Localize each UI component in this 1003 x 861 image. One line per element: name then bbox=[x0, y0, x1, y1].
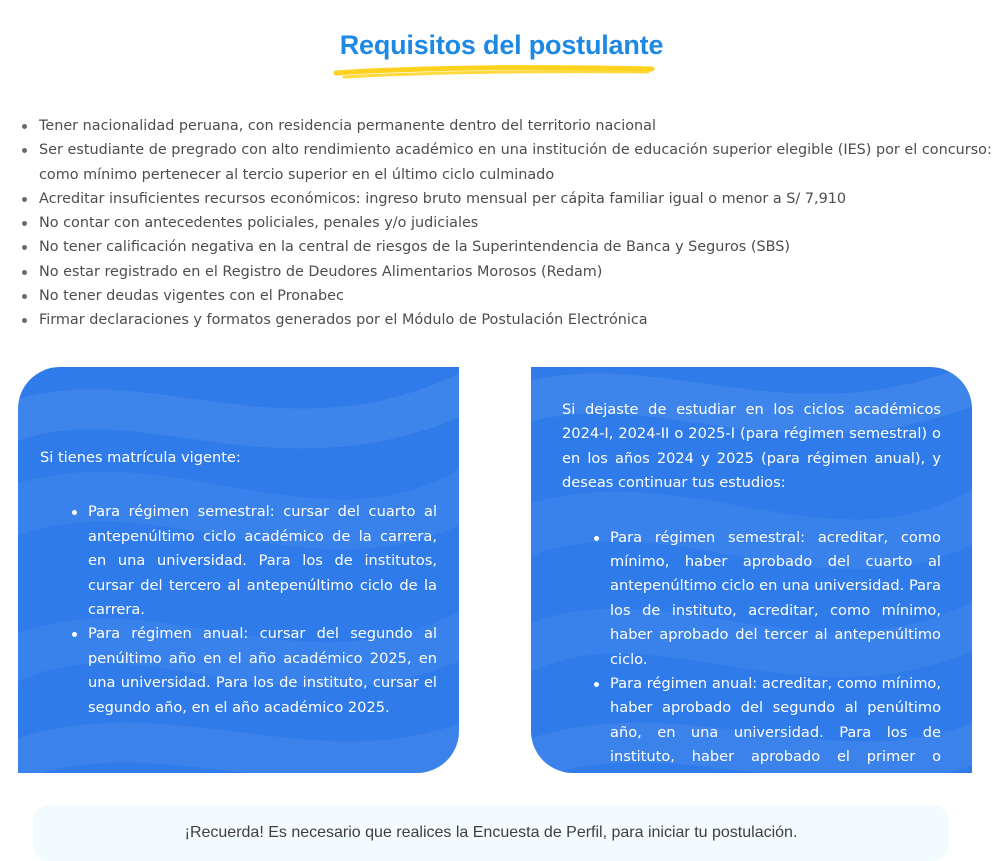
requirement-item: No tener calificación negativa en la central de riesgos de la Superintendencia de Banca y Seguros (SBS) bbox=[20, 235, 995, 259]
requirement-item: Acreditar insuficientes recursos económicos: ingreso bruto mensual per cápita familiar igual o menor a S/ 7,910 bbox=[20, 187, 995, 211]
card-list-item: Para régimen anual: acreditar, como mínimo, haber aprobado del segundo al penúltimo año, en una universidad. Para los de instituto, haber aprobado el primer o segundo año de estudios. bbox=[562, 672, 941, 794]
title-underline-decoration bbox=[330, 62, 660, 82]
requirement-item: Tener nacionalidad peruana, con residencia permanente dentro del territorio nacional bbox=[20, 114, 995, 138]
card-content bbox=[562, 398, 941, 794]
card-content bbox=[40, 446, 437, 720]
card-list bbox=[40, 500, 437, 720]
profile-survey-reminder bbox=[33, 805, 949, 861]
active-enrollment-card bbox=[18, 367, 459, 773]
card-list-item: Para régimen semestral: acreditar, como mínimo, haber aprobado del cuarto al antepenúltimo ciclo en una universidad. Para los de instituto, acreditar, como mínimo, haber aprobado del tercer al antepenúltimo ciclo. bbox=[562, 526, 941, 672]
requirements-list bbox=[20, 114, 995, 333]
card-intro: Si dejaste de estudiar en los ciclos académicos 2024-I, 2024-II o 2025-I (para régimen semestral) o en los años 2024 y 2025 (para régimen anual), y deseas continuar tus estudios: bbox=[562, 401, 941, 492]
card-list-item: Para régimen semestral: cursar del cuarto al antepenúltimo ciclo académico de la carrera, en una universidad. Para los de institutos, cursar del tercero al antepenúltimo ciclo de la carrera. bbox=[40, 500, 437, 622]
reminder-text: ¡Recuerda! Es necesario que realices la Encuesta de Perfil, para iniciar tu postulación. bbox=[184, 824, 798, 841]
card-list-item: Para régimen anual: cursar del segundo al penúltimo año en el año académico 2025, en una universidad. Para los de instituto, cursar el segundo año, en el año académico 2025. bbox=[40, 622, 437, 720]
requirement-item: No contar con antecedentes policiales, penales y/o judiciales bbox=[20, 211, 995, 235]
resume-studies-card bbox=[531, 367, 972, 790]
requirement-item: No tener deudas vigentes con el Pronabec bbox=[20, 284, 995, 308]
title-section bbox=[0, 30, 1003, 61]
card-list bbox=[562, 526, 941, 794]
requirement-item: Ser estudiante de pregrado con alto rendimiento académico en una institución de educación superior elegible (IES) por el concurso: como mínimo pertenecer al tercio superior en el último ciclo culminado bbox=[20, 138, 995, 187]
requirement-item: Firmar declaraciones y formatos generados por el Módulo de Postulación Electrónica bbox=[20, 308, 995, 332]
requirement-item: No estar registrado en el Registro de Deudores Alimentarios Morosos (Redam) bbox=[20, 260, 995, 284]
card-intro: Si tienes matrícula vigente: bbox=[40, 449, 241, 466]
page-title: Requisitos del postulante bbox=[339, 30, 664, 60]
